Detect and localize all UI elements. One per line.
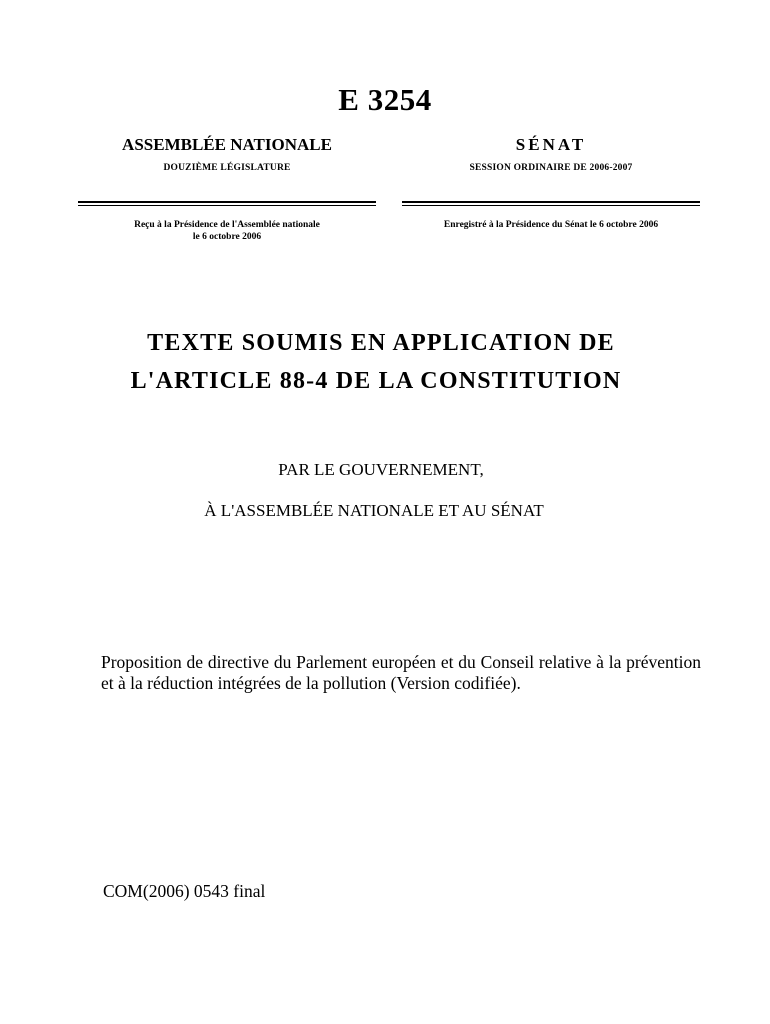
senate-registered-note: Enregistré à la Présidence du Sénat le 6 octobre 2006 [443,220,659,230]
com-reference: COM(2006) 0543 final [103,881,266,901]
senate-name: SÉNAT [515,135,587,154]
assembly-received-line1: Reçu à la Présidence de l'Assemblée nationale [134,220,320,230]
assembly-divider [78,201,376,206]
proposal-description: Proposition de directive du Parlement européen et du Conseil relative à la prévention et à la réduction intégrées de la pollution (Version codifiée). [101,652,701,693]
document-number: E 3254 [338,82,432,117]
assembly-legislature: DOUZIÈME LÉGISLATURE [163,163,291,173]
submitted-to: À L'ASSEMBLÉE NATIONALE ET AU SÉNAT [204,501,544,520]
senate-divider [402,201,700,206]
assembly-name: ASSEMBLÉE NATIONALE [122,135,332,154]
main-title-line2: L'ARTICLE 88-4 DE LA CONSTITUTION [130,368,622,394]
senate-session: SESSION ORDINAIRE DE 2006-2007 [469,163,633,173]
assembly-received-note [78,219,376,243]
main-title-line1: TEXTE SOUMIS EN APPLICATION DE [147,330,615,356]
assembly-received-line2: le 6 octobre 2006 [192,232,262,242]
submitted-by: PAR LE GOUVERNEMENT, [278,460,484,479]
